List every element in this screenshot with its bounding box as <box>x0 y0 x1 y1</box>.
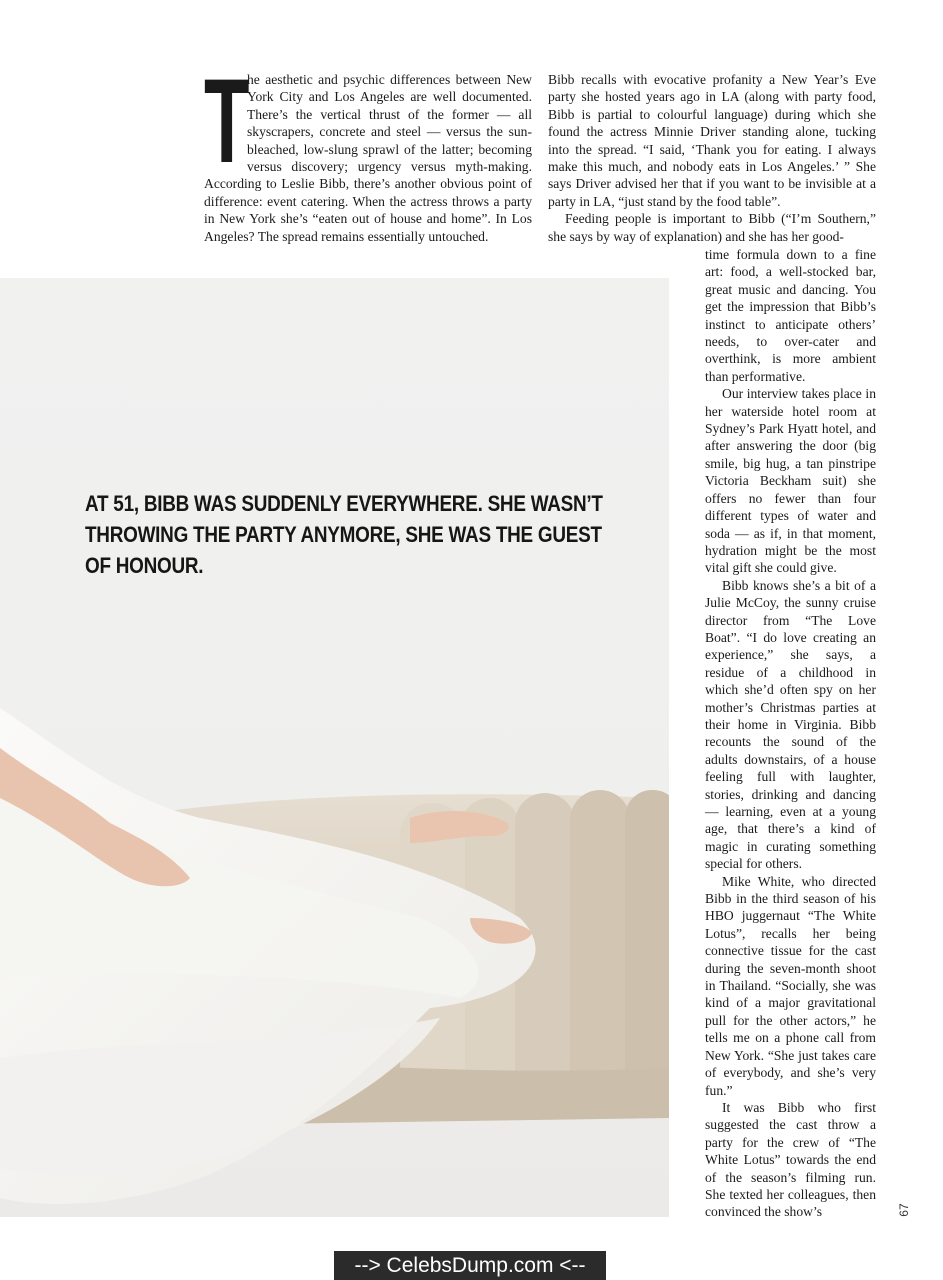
editorial-photo <box>0 278 669 1217</box>
watermark-banner: --> CelebsDump.com <-- <box>334 1251 606 1280</box>
pull-quote: AT 51, BIBB WAS SUDDENLY EVERYWHERE. SHE WASN’T THROWING THE PARTY ANYMORE, SHE WAS THE GUEST OF HONOUR. <box>85 491 603 578</box>
article-paragraph: It was Bibb who first suggested the cast throw a party for the crew of “The White Lotus” towards the end of the season’s filming run. She texted her colleagues, then convinced the show’s <box>705 1099 876 1220</box>
paragraph-text: he aesthetic and psychic differences between New York City and Los Angeles are well documented. There’s the vertical thrust of the former — all skyscrapers, concrete and steel — versus the sun-bleached, low-slung sprawl of the latter; becoming versus discovery; urgency versus myth-making. According to Leslie Bibb, there’s another obvious point of difference: event catering. When the actress throws a party in New York she’s “eaten out of house and home”. In Los Angeles? The spread remains essentially untouched. <box>204 72 532 244</box>
article-column-2 <box>548 71 876 245</box>
page-number: 67 <box>897 1203 911 1217</box>
article-paragraph: Bibb knows she’s a bit of a Julie McCoy, the sunny cruise director from “The Love Boat”. “I do love creating an experience,” she says, a residue of a childhood in which she’d often spy on her mother’s Christmas parties at their home in Virginia. Bibb recounts the sound of the adults downstairs, of a house feeling full with laughter, stories, drinking and dancing — learning, even at a young age, that there’s a kind of magic in curating something special for others. <box>705 577 876 872</box>
dress <box>0 708 536 1204</box>
article-column-3 <box>705 246 876 1221</box>
article-paragraph: Mike White, who directed Bibb in the third season of his HBO juggernaut “The White Lotus”, recalls her being connective tissue for the cast during the seven-month shoot in Thailand. “Socially, she was kind of a major gravitational pull for the other actors,” he tells me on a phone call from New York. “She just takes care of everybody, and she’s very fun.” <box>705 873 876 1098</box>
article-paragraph: time formula down to a fine art: food, a well-stocked bar, great music and dancing. You get the impression that Bibb’s instinct to anticipate others’ needs, to over-cater and overthink, is more ambient than performative. <box>705 247 876 384</box>
article-paragraph <box>204 54 532 245</box>
article-column-1 <box>204 54 532 245</box>
article-paragraph: Our interview takes place in her waterside hotel room at Sydney’s Park Hyatt hotel, and after answering the door (big smile, big hug, a tan pinstripe Victoria Beckham suit) she offers no fewer than four different types of water and soda — as if, in that moment, hydration might be the most vital gift she could give. <box>705 386 876 576</box>
article-paragraph: Bibb recalls with evocative profanity a New Year’s Eve party she hosted years ago in LA (along with party food, Bibb is partial to colourful language) during which she found the actress Minnie Driver standing alone, tucking into the spread. “I said, ‘Thank you for eating. I always make this much, and nobody eats in Los Angeles.’ ” She says Driver advised her that if you want to be invisible at a party in LA, “just stand by the food table”. <box>548 72 876 209</box>
drop-cap: T <box>204 54 250 188</box>
article-paragraph: Feeding people is important to Bibb (“I’m Southern,” she says by way of explanation) and she has her good- <box>548 211 876 244</box>
photo-illustration <box>0 278 669 1217</box>
